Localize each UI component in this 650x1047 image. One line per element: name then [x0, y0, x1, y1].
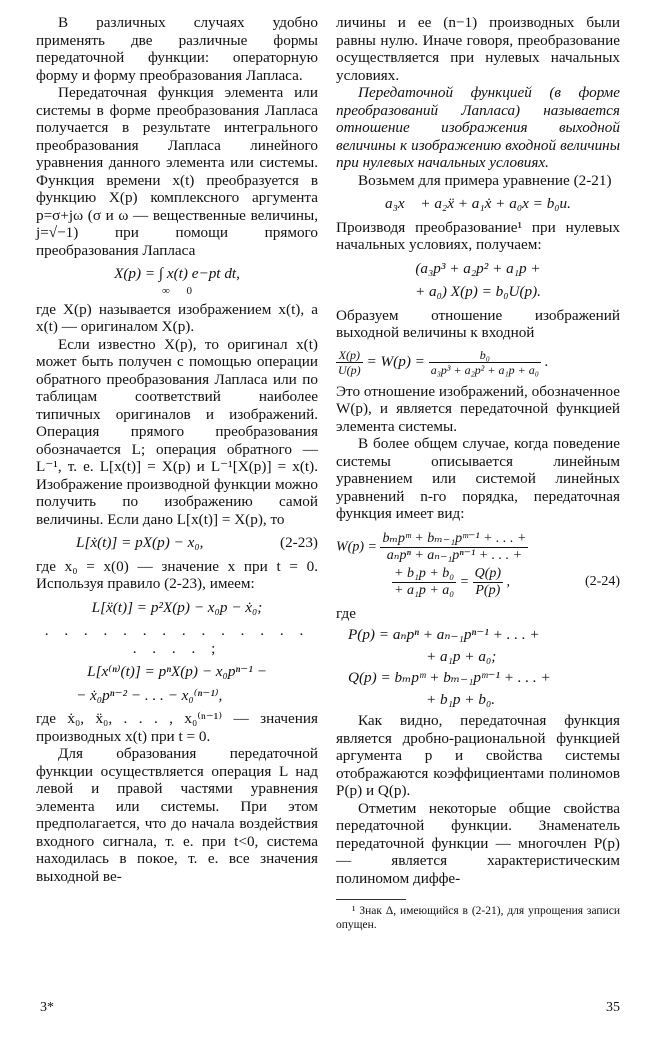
integral-limits — [36, 285, 318, 297]
paragraph: В более общем случае, когда поведение системы описывается линейным уравнением или системой линейных уравнений n-го порядка, передаточная функция имеет вид: — [336, 435, 620, 522]
equation-text: + b₁p + b₀. — [426, 690, 496, 708]
transformed-equation — [336, 260, 620, 278]
equation-text: + a₁p + a₀; — [426, 647, 497, 665]
paragraph: где — [336, 604, 356, 622]
equation-text: (a₃p³ + a₂p² + a₁p + — [415, 259, 541, 277]
paragraph: Для образования передаточной функции осуществляется операция L над левой и правой частями уравнения элемента или системы. При этом предполагается, что до начала воздействия входного сигнала, т. е. при t<0, система находилась в покое, т. е. все значения выходной ве- — [36, 745, 318, 885]
laplace-integral-equation — [36, 265, 318, 283]
paragraph: В различных случаях удобно применять две различные формы передаточной функции: операторную форму и форму преобразования Лапласа. — [36, 14, 318, 84]
fraction-numerator: + b₁p + b₀ — [394, 565, 455, 581]
transformed-equation-continued — [336, 283, 620, 301]
footnote: ¹ Знак Δ, имеющийся в (2-21), для упрощения записи опущен. — [336, 905, 620, 931]
fraction-denominator: + a₁p + a₀ — [394, 582, 455, 598]
fraction-b0-over-poly — [429, 348, 541, 377]
equation-text: L[ẋ(t)] = pX(p) − x₀, — [76, 534, 204, 551]
fraction-q-over-p — [473, 566, 503, 599]
paragraph: где ẋ₀, ẍ₀, . . . , x₀⁽ⁿ⁻¹⁾ — значения производных x(t) при t = 0. — [36, 710, 318, 745]
equation-tag: (2-23) — [280, 534, 318, 551]
integral-lower-limit: 0 — [186, 284, 193, 297]
equation-text: = W(p) = — [366, 352, 425, 370]
fraction-numerator: Q(p) — [474, 565, 502, 581]
polynomial-q-equation — [348, 669, 620, 687]
fraction-denominator: P(p) — [475, 582, 501, 598]
fraction-polynomials-tail — [392, 566, 456, 599]
equation-tag: (2-24) — [585, 574, 620, 590]
equation-text: W(p) = — [336, 539, 377, 555]
polynomial-p-equation-continued — [426, 648, 620, 666]
transfer-function-example: $\frac{X(p)}{U(p)}$ = W(p) = $\frac{\text{b₀}}{\text{a₃p³ + a₂p² + a₁p + a₀}}$ . — [338, 347, 549, 377]
paragraph: Как видно, передаточная функция является дробно-рациональной функцией аргумента p и свойства системы отображаются коэффициентами полиномов P(p) и Q(p). — [336, 712, 620, 799]
fraction-x-over-u — [336, 348, 363, 377]
general-transfer-function-continued: $\frac{\text{+ b₁p + b₀}}{\text{+ a₁p + a₀}}$ = $\frac{Q(p)}{P(p)}$ , (2-24) — [394, 565, 620, 598]
right-column — [336, 14, 620, 932]
equation-text: L[x⁽ⁿ⁾(t)] = pⁿX(p) − x₀pⁿ⁻¹ − — [87, 663, 267, 680]
paragraph: Образуем отношение изображений выходной величины к входной — [336, 306, 620, 341]
nth-derivative-equation — [36, 663, 318, 681]
fraction-denominator: a₃p³ + a₂p² + a₁p + a₀ — [430, 362, 539, 377]
equation-text: − ẋ₀pⁿ⁻² − . . . − x₀⁽ⁿ⁻¹⁾, — [76, 686, 223, 704]
paragraph: личины и ее (n−1) производных были равны нулю. Иначе говоря, преобразование осуществляется при нулевых начальных условиях. — [336, 14, 620, 84]
equation-text: P(p) = aₙpⁿ + aₙ₋₁pⁿ⁻¹ + . . . + — [348, 626, 540, 643]
fraction-numerator: X(p) — [336, 348, 363, 363]
ellipsis-row: . . . . . . . . . . . . . . . . . . ; — [44, 622, 310, 657]
equation-text: Q(p) = bₘpᵐ + bₘ₋₁pᵐ⁻¹ + . . . + — [348, 669, 551, 686]
page-number: 35 — [606, 1000, 620, 1015]
equation-text: X(p) = ∫ x(t) e−pt dt, — [114, 265, 240, 282]
nth-derivative-equation-continued — [76, 687, 318, 705]
fraction-denominator: U(p) — [338, 362, 361, 377]
second-derivative-equation — [36, 599, 318, 617]
integral-upper-limit: ∞ — [161, 284, 170, 297]
differential-equation — [336, 195, 620, 213]
equation-2-23 — [36, 534, 318, 552]
equation-text: + a₀) X(p) = b₀U(p). — [415, 283, 541, 300]
equation-text: = — [459, 574, 470, 590]
fraction-numerator: b₀ — [429, 348, 541, 363]
paragraph: Производя преобразование¹ при нулевых начальных условиях, получаем: — [336, 218, 620, 253]
polynomial-p-equation — [348, 626, 620, 644]
left-column — [36, 14, 318, 885]
paragraph: где x₀ = x(0) — значение x при t = 0. Используя правило (2-23), имеем: — [36, 557, 318, 592]
equation-text: a₃x⃛ + a₂ẍ + a₁ẋ + a₀x = b₀u. — [385, 195, 571, 212]
polynomial-q-equation-continued — [426, 691, 620, 709]
paragraph: Возьмем для примера уравнение (2-21) — [358, 171, 612, 189]
general-transfer-function — [336, 531, 620, 564]
fraction-numerator: bₘpᵐ + bₘ₋₁pᵐ⁻¹ + . . . + — [382, 530, 527, 546]
paragraph: Передаточная функция элемента или системы в форме преобразования Лапласа получается в результате интегрального преобразования Лапласа линейного уравнения данного элемента или системы. Функция времени x(t) преобразуется в функцию X(p) комплексного аргумента p=σ+jω (σ и ω — вещественные величины, j=√−1) при помощи прямого преобразования Лапласа — [36, 84, 318, 259]
fraction-denominator: aₙpⁿ + aₙ₋₁pⁿ⁻¹ + . . . + — [386, 547, 523, 563]
paragraph: где X(p) называется изображением x(t), а x(t) — оригиналом X(p). — [36, 300, 318, 335]
signature-mark: 3* — [40, 1000, 54, 1015]
paragraph: Если известно X(p), то оригинал x(t) может быть получен с помощью операции обратного преобразования Лапласа или по таблицам соответствий наиболее типичных оригиналов и изображений. Операция прямого преобразования обозначается L; операция обратного — L⁻¹, т. е. L[x(t)] = X(p) и L⁻¹[X(p)] = x(t). Изображение производной функции можно получить по изображению самой величины. Если дано L[x(t)] = X(p), то — [36, 335, 318, 528]
equation-text: L[ẍ(t)] = p²X(p) − x₀p − ẋ₀; — [91, 598, 263, 616]
footnote-divider — [336, 899, 406, 900]
paragraph: Это отношение изображений, обозначенное W(p), и является передаточной функцией элемента системы. — [336, 382, 620, 435]
definition-paragraph: Передаточной функцией (в форме преобразований Лапласа) называется отношение изображения выходной величины к изображению входной величины при нулевых начальных условиях. — [336, 84, 620, 171]
fraction-polynomials — [380, 531, 528, 564]
paragraph: Отметим некоторые общие свойства передаточной функции. Знаменатель передаточной функции — многочлен P(p) — является характеристическим полиномом диффе- — [336, 799, 620, 887]
